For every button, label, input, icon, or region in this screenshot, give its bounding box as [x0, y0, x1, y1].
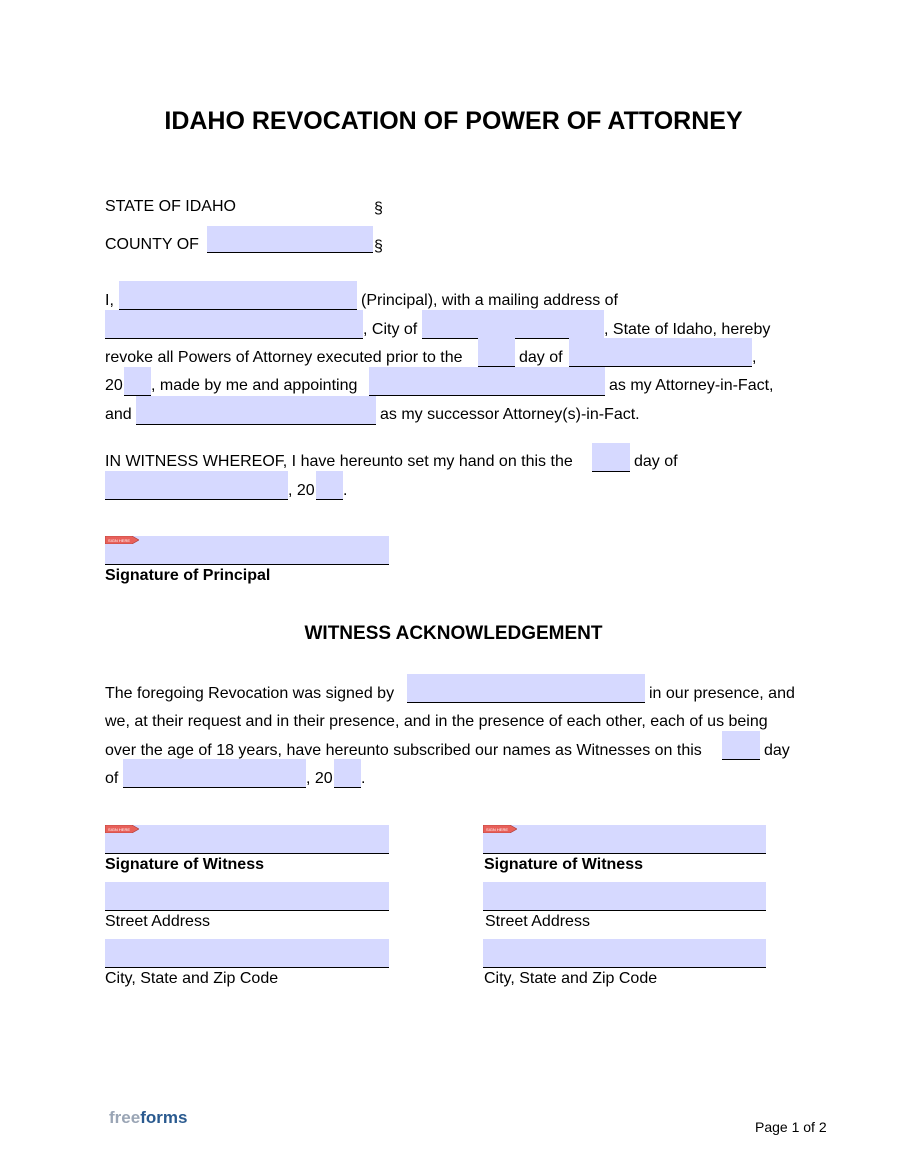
text-ack-line1: The foregoing Revocation was signed by [105, 685, 395, 702]
document-title: IDAHO REVOCATION OF POWER OF ATTORNEY [164, 107, 743, 135]
witness1-city-label: City, State and Zip Code [105, 970, 279, 987]
underline [136, 424, 376, 425]
witness-year-field[interactable] [316, 471, 343, 499]
principal-signature-field[interactable] [105, 536, 389, 564]
sign-here-text: SIGN HERE [486, 827, 509, 832]
witness2-street-field[interactable] [483, 882, 766, 910]
text-principal: (Principal), with a mailing address of [361, 292, 618, 309]
underline [316, 499, 343, 500]
underline [483, 910, 766, 911]
underline [105, 338, 363, 339]
page-number: Page 1 of 2 [755, 1119, 827, 1135]
text-day-of: day of [634, 453, 678, 470]
text-period: . [343, 482, 348, 499]
witness-day-field[interactable] [592, 443, 630, 471]
sign-here-text: SIGN HERE [108, 827, 131, 832]
underline [334, 787, 361, 788]
signature-principal-label: Signature of Principal [105, 567, 271, 584]
text-twenty: , 20 [306, 770, 333, 787]
underline [105, 967, 389, 968]
witness2-city-label: City, State and Zip Code [484, 970, 658, 987]
witness-heading: WITNESS ACKNOWLEDGEMENT [304, 623, 603, 644]
text-revoke: revoke all Powers of Attorney executed prior to the [105, 349, 463, 366]
revoke-month-field[interactable] [569, 338, 752, 366]
ack-month-field[interactable] [123, 759, 306, 787]
witness1-signature-field[interactable] [105, 825, 389, 853]
text-i: I, [105, 292, 114, 309]
underline [105, 499, 288, 500]
signer-name-field[interactable] [407, 674, 645, 702]
text-ack-line3: over the age of 18 years, have hereunto subscribed our names as Witnesses on this [105, 742, 702, 759]
witness1-signature-label: Signature of Witness [105, 856, 264, 873]
section-symbol: § [374, 238, 383, 255]
text-as-attorney: as my Attorney-in-Fact, [609, 377, 774, 394]
text-made-by: , made by me and appointing [151, 377, 358, 394]
text-and: and [105, 406, 132, 423]
signature-line [105, 564, 389, 565]
logo-forms: forms [140, 1108, 188, 1127]
witness-month-field[interactable] [105, 471, 288, 499]
witness2-signature-field[interactable] [483, 825, 766, 853]
sign-here-tag-icon [483, 825, 517, 833]
signature-line [105, 853, 389, 854]
underline [592, 471, 630, 472]
ack-year-field[interactable] [334, 759, 361, 787]
sign-here-tag-icon [105, 536, 139, 544]
text-city-of: , City of [363, 321, 418, 338]
text-as-successor: as my successor Attorney(s)-in-Fact. [380, 406, 640, 423]
text-twenty: 20 [105, 377, 123, 394]
text-of: of [105, 770, 119, 787]
section-symbol: § [374, 200, 383, 217]
mailing-address-field[interactable] [105, 310, 363, 338]
ack-day-field[interactable] [722, 731, 760, 759]
witness1-street-label: Street Address [105, 913, 210, 930]
underline [369, 395, 605, 396]
text-ack-line2: we, at their request and in their presence, and in the presence of each other, each of us being [105, 713, 768, 730]
witness2-signature-label: Signature of Witness [484, 856, 643, 873]
text-day-of: day of [519, 349, 563, 366]
revoke-day-field[interactable] [478, 338, 515, 366]
principal-name-field[interactable] [119, 281, 357, 309]
county-underline [207, 252, 373, 253]
county-label: COUNTY OF [105, 236, 199, 253]
underline [407, 702, 645, 703]
text-in-our-presence: in our presence, and [649, 685, 795, 702]
revoke-year-field[interactable] [124, 367, 151, 395]
underline [123, 787, 306, 788]
witness1-street-field[interactable] [105, 882, 389, 910]
attorney-in-fact-field[interactable] [369, 367, 605, 395]
underline [483, 967, 766, 968]
text-state-hereby: , State of Idaho, hereby [604, 321, 771, 338]
sign-here-tag-icon [105, 825, 139, 833]
witness1-city-field[interactable] [105, 939, 389, 967]
logo-free: free [109, 1108, 141, 1127]
witness2-city-field[interactable] [483, 939, 766, 967]
underline [722, 759, 760, 760]
sign-here-text: SIGN HERE [108, 538, 131, 543]
underline [105, 910, 389, 911]
city-field[interactable] [422, 310, 604, 338]
witness2-street-label: Street Address [485, 913, 590, 930]
text-day: day [764, 742, 790, 759]
text-period: . [361, 770, 366, 787]
text-witness-whereof: IN WITNESS WHEREOF, I have hereunto set my hand on this the [105, 453, 573, 470]
freeforms-logo [109, 1108, 187, 1128]
text-comma: , [752, 349, 757, 366]
text-twenty: , 20 [288, 482, 315, 499]
county-field[interactable] [207, 226, 373, 252]
signature-line [483, 853, 766, 854]
state-label: STATE OF IDAHO [105, 198, 236, 215]
successor-attorney-field[interactable] [136, 396, 376, 424]
